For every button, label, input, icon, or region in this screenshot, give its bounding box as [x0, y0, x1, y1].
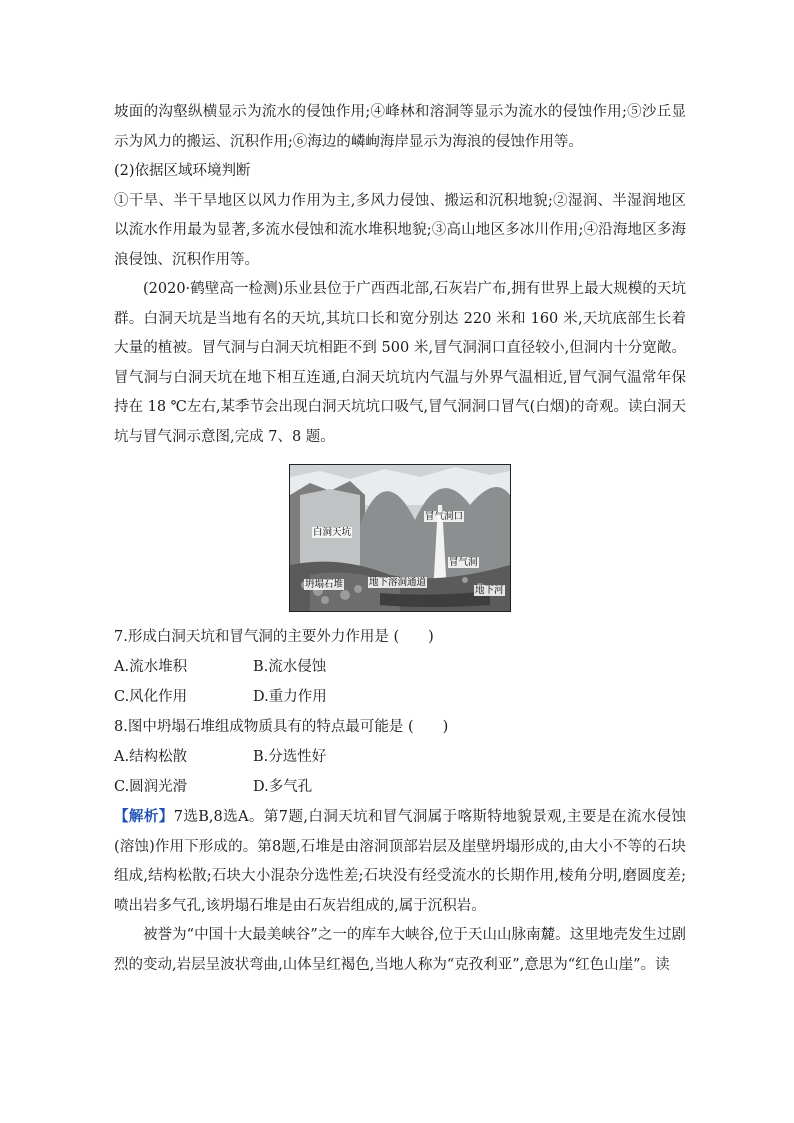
- question-8-stem: 8.图中坍塌石堆组成物质具有的特点最可能是 ( ): [114, 719, 449, 735]
- subheading-regional-environment: (2)依据区域环境判断: [114, 163, 251, 179]
- q7-option-b[interactable]: B.流水侵蚀: [253, 659, 327, 675]
- question-7-stem: 7.形成白洞天坑和冒气洞的主要外力作用是 ( ): [114, 629, 434, 645]
- document-page: [114, 98, 686, 980]
- paragraph-tiankeng-intro: (2020·鹤壁高一检测)乐业县位于广西西北部,石灰岩广布,拥有世界上最大规模的天坑群。白洞天坑是当地有名的天坑,其坑口长和宽分别达 220 米和 160 米,天坑底部生长着大量的植被。冒气洞与白洞天坑相距不到 500 米,冒气洞洞口直径较小,但洞内十分宽敞。冒气洞与白洞天坑在地下相互连通,白洞天坑坑内气温与外界气温相近,冒气洞气温常年保持在 18 ℃左右,某季节会出现白洞天坑坑口吸气,冒气洞洞口冒气(白烟)的奇观。读白洞天坑与冒气洞示意图,完成 7、8 题。: [114, 281, 686, 445]
- paragraph-regional-rules: ①干旱、半干旱地区以风力作用为主,多风力侵蚀、搬运和沉积地貌;②湿润、半湿润地区以流水作用最为显著,多流水侵蚀和流水堆积地貌;③高山地区多冰川作用;④沿海地区多海浪侵蚀、沉积作用等。: [114, 192, 686, 268]
- q8-option-c[interactable]: C.圆润光滑: [114, 779, 188, 795]
- q8-option-d[interactable]: D.多气孔: [253, 779, 313, 795]
- label-underground-river: 地下河: [475, 585, 504, 596]
- question-8-options-row-1: [114, 742, 686, 772]
- q8-option-b[interactable]: B.分选性好: [253, 749, 327, 765]
- q7-option-a[interactable]: A.流水堆积: [114, 659, 188, 675]
- q8-option-a[interactable]: A.结构松散: [114, 749, 188, 765]
- analysis-tag: 【解析】: [114, 808, 174, 825]
- question-7-options-row-2: [114, 682, 686, 712]
- label-maoqi-cave: 冒气洞: [449, 557, 478, 568]
- q7-option-d[interactable]: D.重力作用: [253, 689, 327, 705]
- label-collapse-pile: 坍塌石堆: [305, 579, 344, 590]
- label-underground-channel: 地下溶洞通道: [369, 577, 427, 588]
- paragraph-kuqa-canyon: 被誉为“中国十大最美峡谷”之一的库车大峡谷,位于天山山脉南麓。这里地壳发生过剧烈的变动,岩层呈波状弯曲,山体呈红褐色,当地人称为“克孜利亚”,意思为“红色山崖”。读: [114, 927, 686, 973]
- tiankeng-diagram: [289, 464, 511, 612]
- question-7-options-row-1: [114, 652, 686, 682]
- analysis-text: 7选B,8选A。第7题,白洞天坑和冒气洞属于喀斯特地貌景观,主要是在流水侵蚀(溶蚀)作用下形成的。第8题,石堆是由溶洞顶部岩层及崖壁坍塌形成的,由大小不等的石块组成,结构松散;石块大小混杂分选性差;石块没有经受流水的长期作用,棱角分明,磨圆度差;喷出岩多气孔,该坍塌石堆是由石灰岩组成的,属于沉积岩。: [114, 809, 686, 914]
- analysis-paragraph: [114, 802, 686, 921]
- paragraph-landform-examples: 坡面的沟壑纵横显示为流水的侵蚀作用;④峰林和溶洞等显示为流水的侵蚀作用;⑤沙丘显示为风力的搬运、沉积作用;⑥海边的嶙峋海岸显示为海浪的侵蚀作用等。: [114, 104, 686, 150]
- label-maoqi-mouth: 冒气洞口: [425, 511, 464, 522]
- label-baidong-tiankeng: 白洞天坑: [313, 527, 352, 538]
- q7-option-c[interactable]: C.风化作用: [114, 689, 188, 705]
- question-8-options-row-2: [114, 772, 686, 802]
